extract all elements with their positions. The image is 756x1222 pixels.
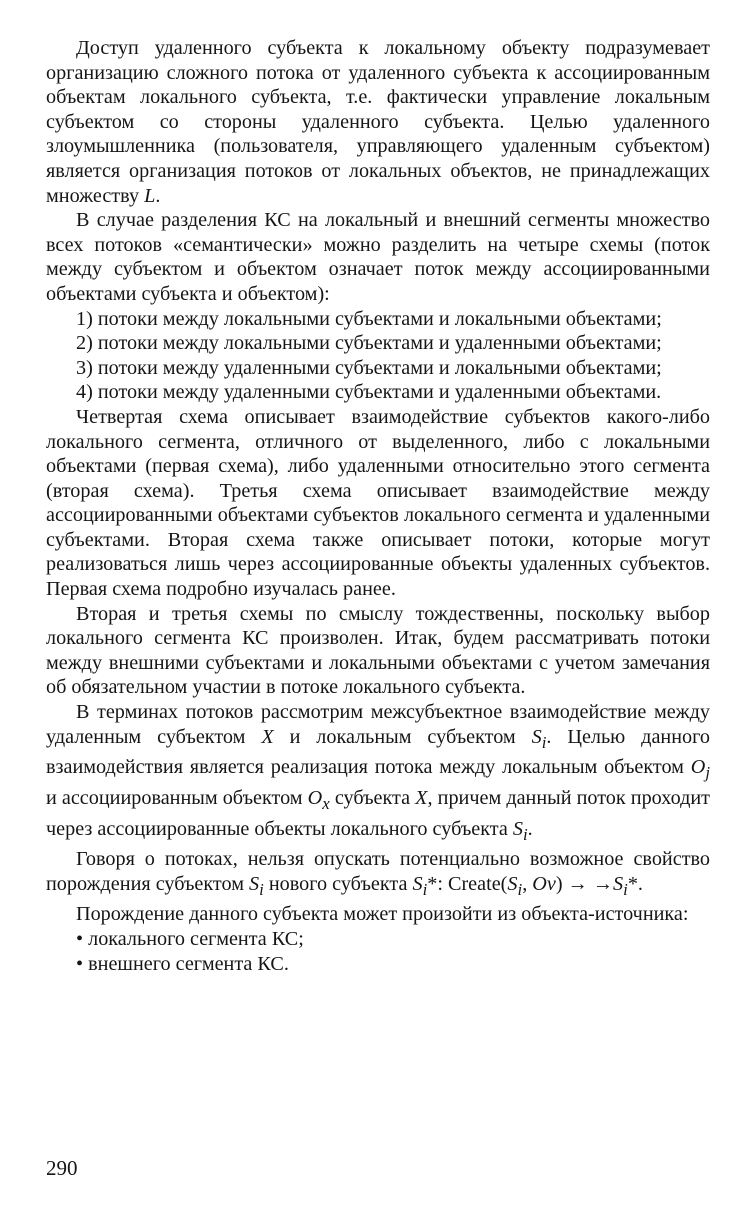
bullet-item-2: • внешнего сегмента КС.: [76, 952, 289, 975]
list-item-4: 4) потоки между удаленными субъектами и удаленными объектами.: [76, 381, 662, 404]
page-number: 290: [46, 1156, 78, 1180]
page-body: [46, 36, 710, 976]
bullet-item-1: • локального сегмента КС;: [76, 927, 304, 950]
paragraph-6: Говоря о потоках, нельзя опускать потенциально возможное свойство порождения субъектом $S_i$ нового субъекта $S_i*$: $Create(S_i$, $Ov) \to \to S_i*$.: [46, 848, 710, 899]
paragraph-1: Доступ удаленного субъекта к локальному объекту подразумевает организацию сложного потока от удаленного субъекта к ассоциированным объектам локального субъекта, т.е. фактически управление локальным субъектом со стороны удаленного субъекта. Целью удаленного злоумышленника (пользователя, управляющего удаленным субъектом) является организация потоков от локальных объектов, не принадлежащих множеству L.: [46, 37, 710, 207]
list-item-3: 3) потоки между удаленными субъектами и локальными объектами;: [76, 356, 662, 379]
list-item-1: 1) потоки между локальными субъектами и локальными объектами;: [76, 307, 662, 330]
list-item-2: 2) потоки между локальными субъектами и удаленными объектами;: [76, 332, 662, 355]
paragraph-4: Вторая и третья схемы по смыслу тождественны, поскольку выбор локального сегмента КС произволен. Итак, будем рассматривать потоки между внешними субъектами и локальными объектами с учетом замечания об обязательном участии в потоке локального субъекта.: [46, 602, 710, 699]
paragraph-3: Четвертая схема описывает взаимодействие субъектов какого-либо локального сегмента, отличного от выделенного, либо с локальными объектами (первая схема), либо удаленными относительно этого сегмента (вторая схема). Третья схема описывает взаимодействие между ассоциированными объектами субъектов локального сегмента и удаленными субъектами. Вторая схема также описывает потоки, которые могут реализоваться лишь через ассоциированные объекты удаленных субъектов. Первая схема подробно изучалась ранее.: [46, 405, 710, 601]
paragraph-7: Порождение данного субъекта может произойти из объекта-источника:: [76, 903, 689, 926]
paragraph-5: В терминах потоков рассмотрим межсубъектное взаимодействие между удаленным субъектом X и локальным субъектом $S_i$. Целью данного взаимодействия является реализация потока между локальным объектом $O_j$ и ассоциированным объектом $O_x$ субъекта X, причем данный поток проходит через ассоциированные объекты локального субъекта $S_i$.: [46, 701, 711, 844]
paragraph-2: В случае разделения КС на локальный и внешний сегменты множество всех потоков «семантически» можно разделить на четыре схемы (поток между субъектом и объектом означает поток между ассоциированными объектами субъекта и объектом):: [46, 209, 710, 305]
